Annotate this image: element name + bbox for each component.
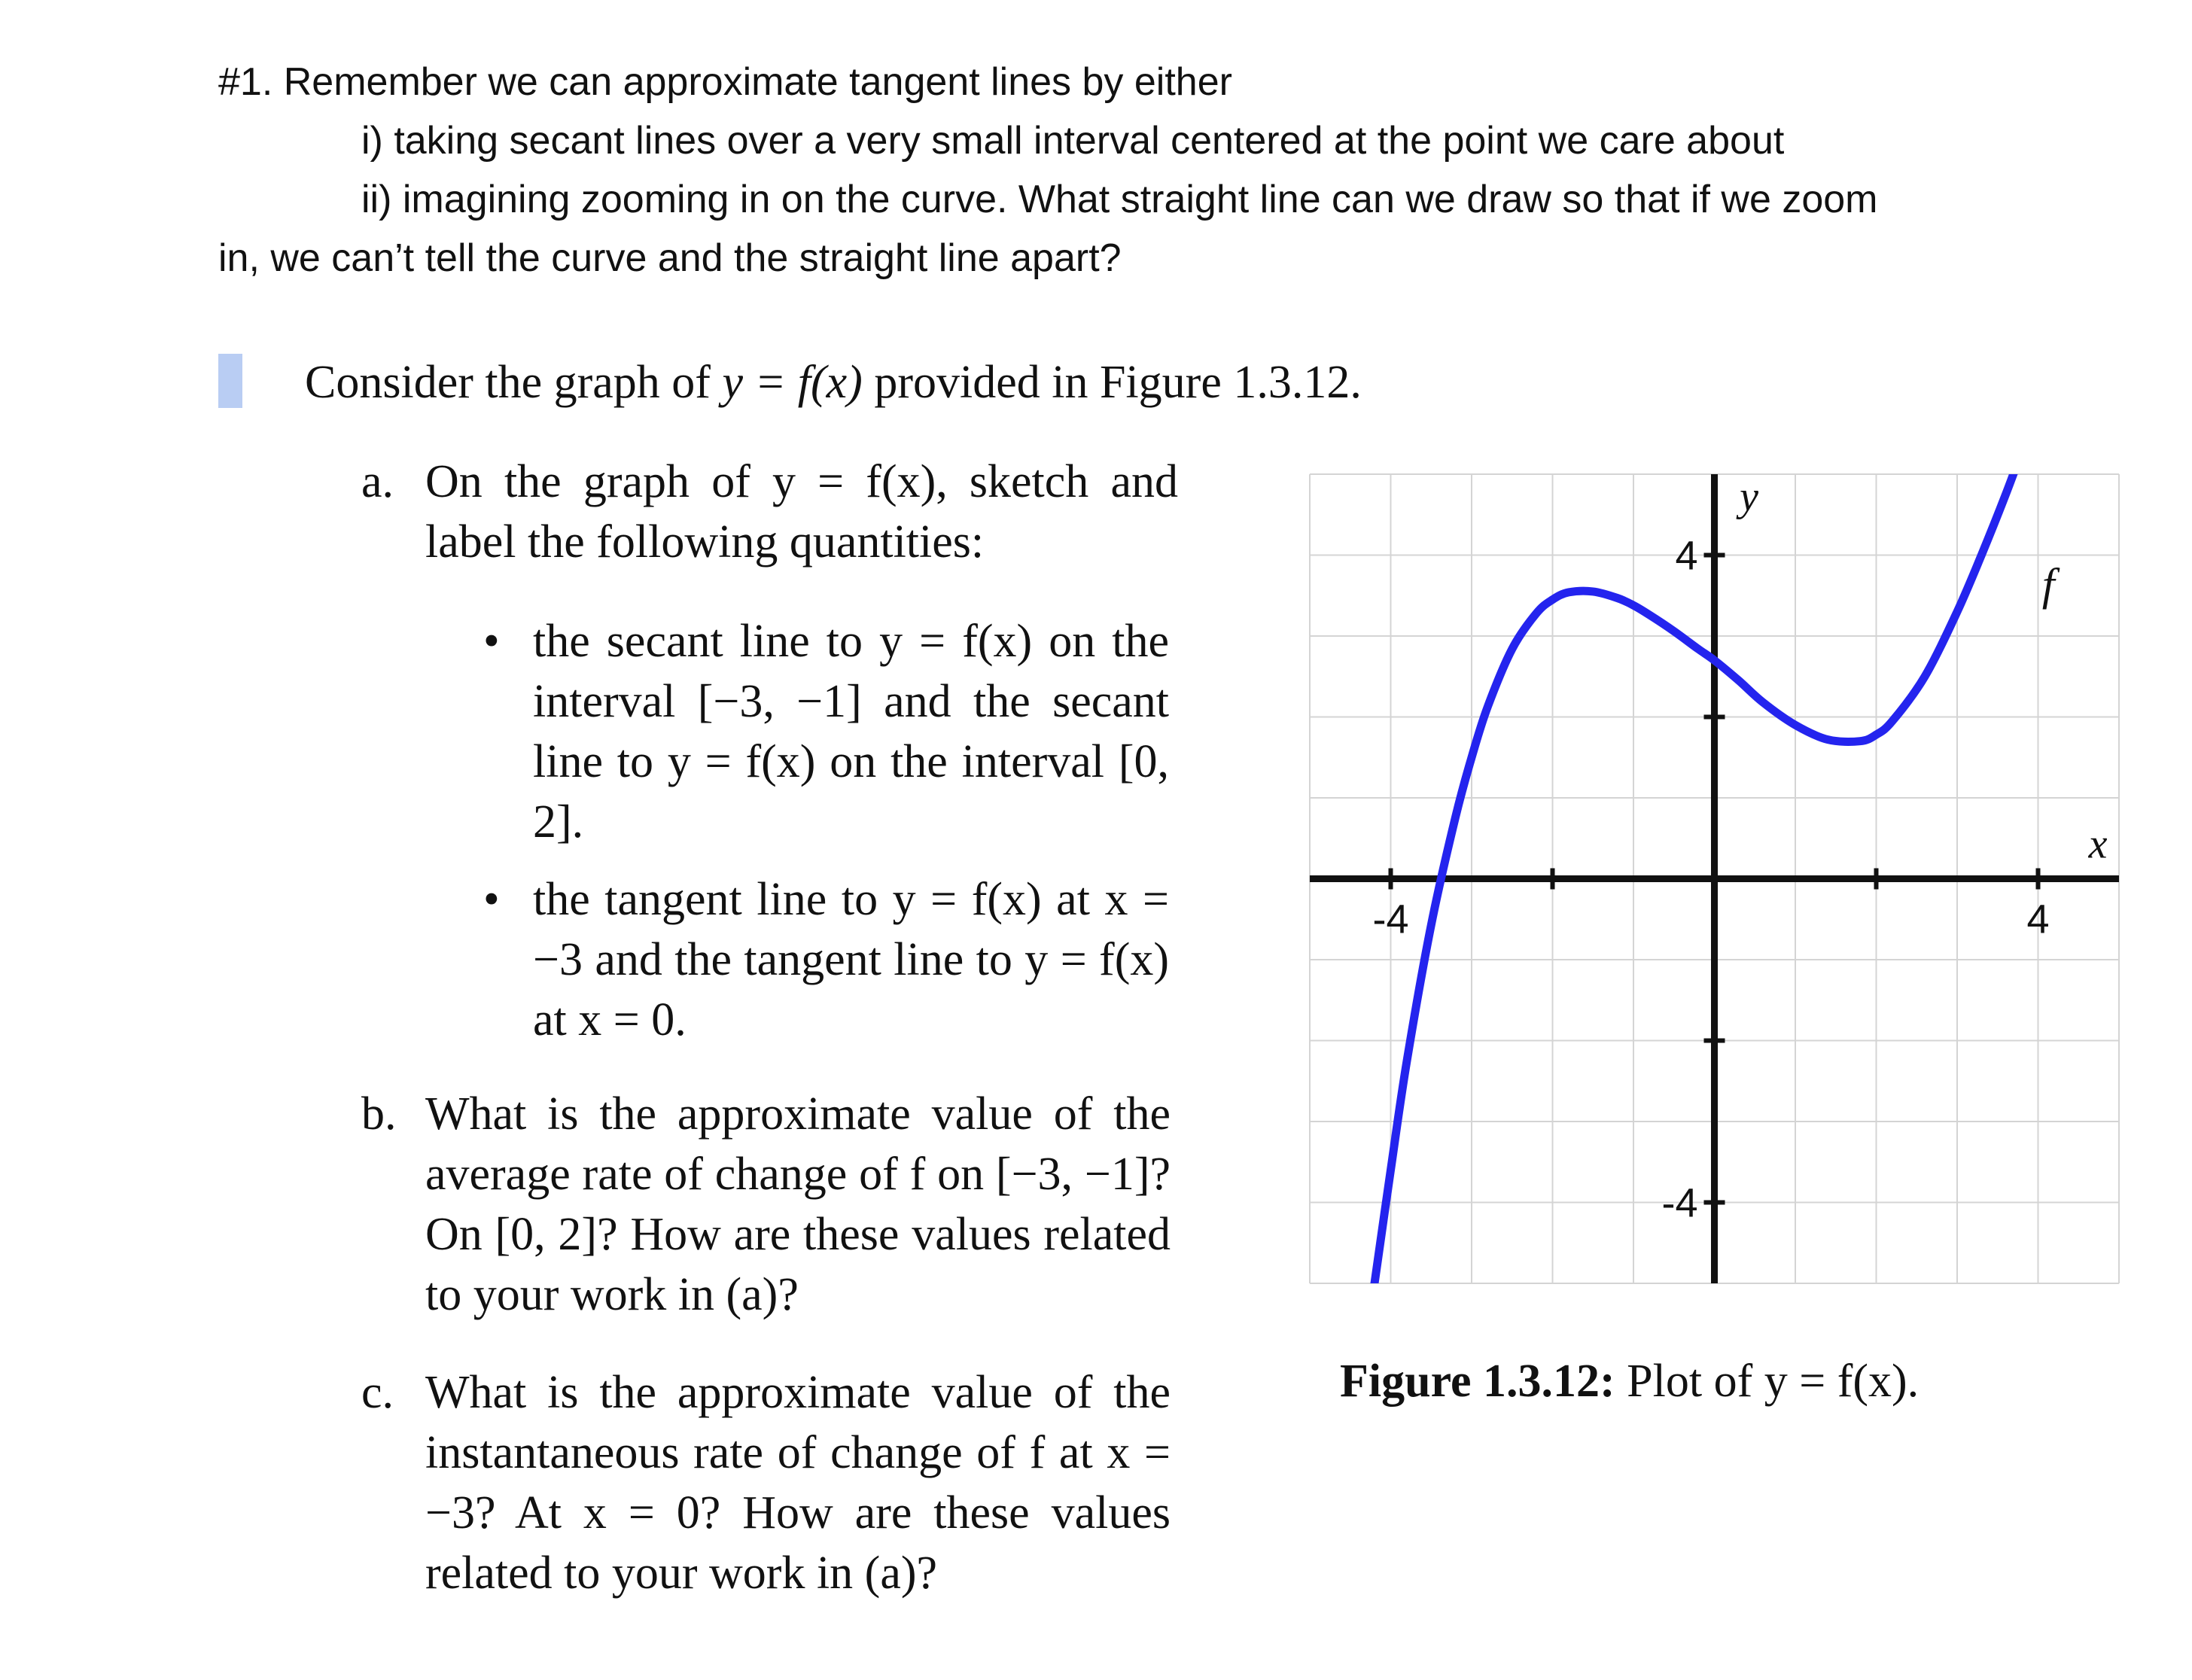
bullet-dot: • xyxy=(483,616,500,667)
figure-caption-rest: Plot of y = f(x). xyxy=(1615,1356,1920,1407)
axes xyxy=(1310,474,2119,1283)
problem-lead-a: Consider the graph of xyxy=(305,357,723,408)
intro-line-1: #1. Remember we can approximate tangent lines by either xyxy=(218,60,1232,104)
bullet-1-text: the secant line to y = f(x) on the interval [−3, −1] and the secant line to y = f(x) on the interval [0, 2]. xyxy=(533,616,1169,848)
y-tick-label: 4 xyxy=(1675,533,1698,579)
activity-marker-bar xyxy=(218,354,242,408)
part-a-label: a. xyxy=(361,456,394,507)
problem-lead-b: y = f(x) xyxy=(722,357,863,408)
part-a xyxy=(361,452,1178,572)
part-c-label: c. xyxy=(361,1367,394,1418)
intro-line-3: ii) imagining zooming in on the curve. What straight line can we draw so that if we zoom xyxy=(361,178,1878,221)
problem-lead xyxy=(305,352,1362,412)
x-axis-label: x xyxy=(2088,820,2108,868)
x-tick-label: -4 xyxy=(1372,896,1409,942)
series-label-f: f xyxy=(2041,559,2055,610)
axis-labels xyxy=(1372,473,2107,1226)
x-tick-label: 4 xyxy=(2026,896,2050,942)
part-b-label: b. xyxy=(361,1088,397,1140)
figure-caption-bold: Figure 1.3.12: xyxy=(1340,1356,1615,1407)
y-axis-label: y xyxy=(1740,473,1758,520)
part-a-bullet-2 xyxy=(483,869,1169,1050)
part-b-text: What is the approximate value of the average rate of change of f on [−3, −1]? On [0, 2]? How are these values related to your work in (a)? xyxy=(425,1088,1171,1320)
y-tick-label: -4 xyxy=(1661,1180,1698,1226)
problem-lead-c: provided in Figure 1.3.12. xyxy=(862,357,1362,408)
function-graph xyxy=(1302,467,2123,1287)
part-c xyxy=(361,1362,1171,1603)
part-a-bullet-1 xyxy=(483,611,1169,852)
intro-text xyxy=(218,53,2145,288)
part-b xyxy=(361,1084,1171,1325)
bullet-2-text: the tangent line to y = f(x) at x = −3 and the tangent line to y = f(x) at x = 0. xyxy=(533,874,1169,1045)
part-a-text: On the graph of y = f(x), sketch and label the following quantities: xyxy=(425,456,1178,568)
bullet-dot: • xyxy=(483,874,500,925)
figure-caption xyxy=(1340,1351,1919,1411)
part-c-text: What is the approximate value of the instantaneous rate of change of f at x = −3? At x = 0? How are these values related to your work in (a)? xyxy=(425,1367,1171,1599)
intro-line-4: in, we can’t tell the curve and the straight line apart? xyxy=(218,236,1122,280)
intro-line-2: i) taking secant lines over a very small interval centered at the point we care about xyxy=(361,119,1785,163)
